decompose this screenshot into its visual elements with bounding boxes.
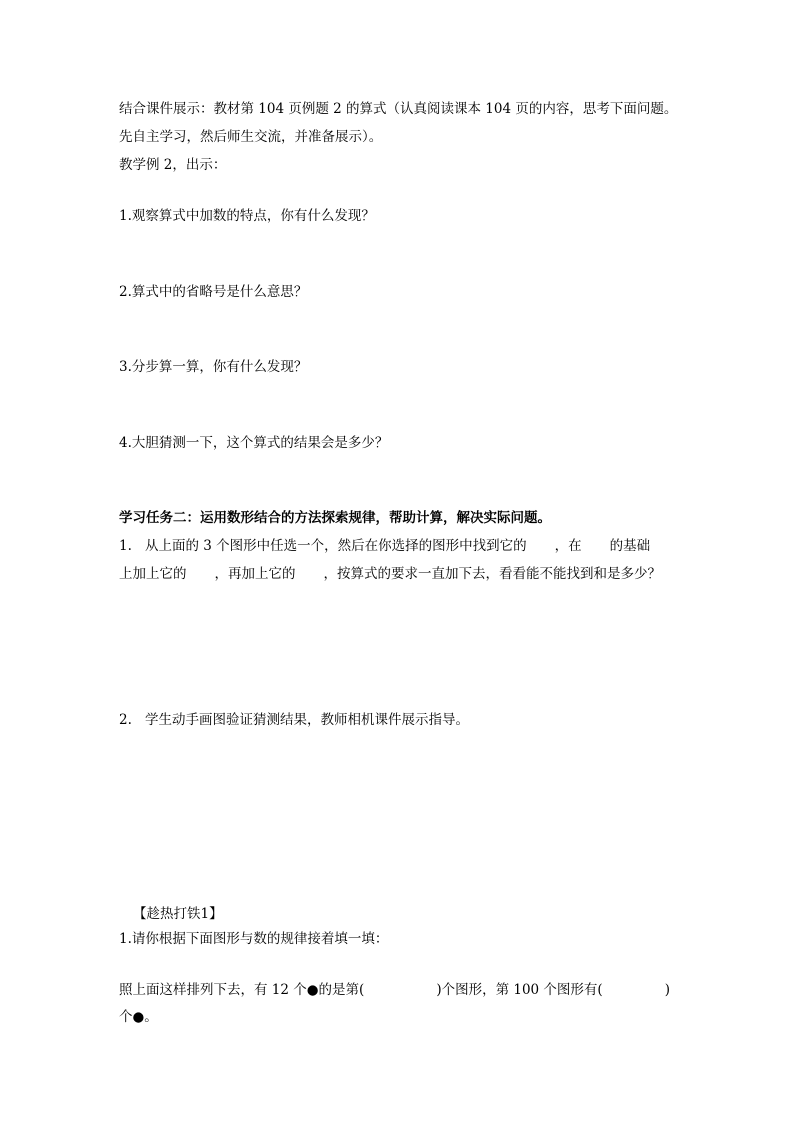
task2-item-1-text-a: 从上面的 3 个图形中任选一个，然后在你选择的图形中找到它的	[145, 538, 527, 554]
task2-item-1-text-e: ，再加上它的	[214, 566, 296, 582]
practice-heading: 【趁热打铁1】	[133, 906, 223, 922]
task2-item-1-text-b: ，在	[554, 538, 582, 554]
task2-item-2-text: 学生动手画图验证猜测结果，教师相机课件展示指导。	[145, 712, 469, 728]
task2-item-1-text-c: 的基础	[609, 538, 651, 554]
fill-text-a: 照上面这样排列下去，有 12 个●的是第(	[119, 982, 365, 998]
question-2: 2.算式中的省略号是什么意思？	[119, 284, 308, 300]
question-1: 1.观察算式中加数的特点，你有什么发现？	[119, 208, 375, 224]
task2-item-1-text-f: ，按算式的要求一直加下去，看看能不能找到和是多少？	[323, 566, 661, 582]
fill-text-b: )个图形，第 100 个图形有(	[436, 982, 603, 998]
fill-text-c: )	[664, 982, 670, 998]
practice-fill-line-2: 个●。	[119, 1009, 158, 1025]
task2-item-2	[119, 711, 469, 729]
task2-item-1-text-d: 上加上它的	[119, 566, 187, 582]
question-3: 3.分步算一算，你有什么发现？	[119, 359, 308, 375]
task2-item-2-number: 2.	[119, 712, 132, 728]
intro-line-2: 先自主学习，然后师生交流，并准备展示）。	[119, 129, 383, 145]
task2-item-1-number: 1.	[119, 538, 132, 554]
task2-item-1-line-1	[119, 537, 650, 555]
practice-question-1: 1.请你根据下面图形与数的规律接着填一填：	[119, 931, 389, 947]
practice-fill-line-1	[119, 981, 670, 999]
task2-item-1-line-2	[119, 565, 661, 583]
intro-line-3: 教学例 2，出示：	[119, 157, 227, 173]
intro-line-1: 结合课件展示：教材第 104 页例题 2 的算式（认真阅读课本 104 页的内容，思考下面问题。	[119, 101, 678, 117]
question-4: 4.大胆猜测一下，这个算式的结果会是多少？	[119, 435, 389, 451]
task2-heading: 学习任务二：运用数形结合的方法探索规律，帮助计算，解决实际问题。	[119, 510, 551, 526]
